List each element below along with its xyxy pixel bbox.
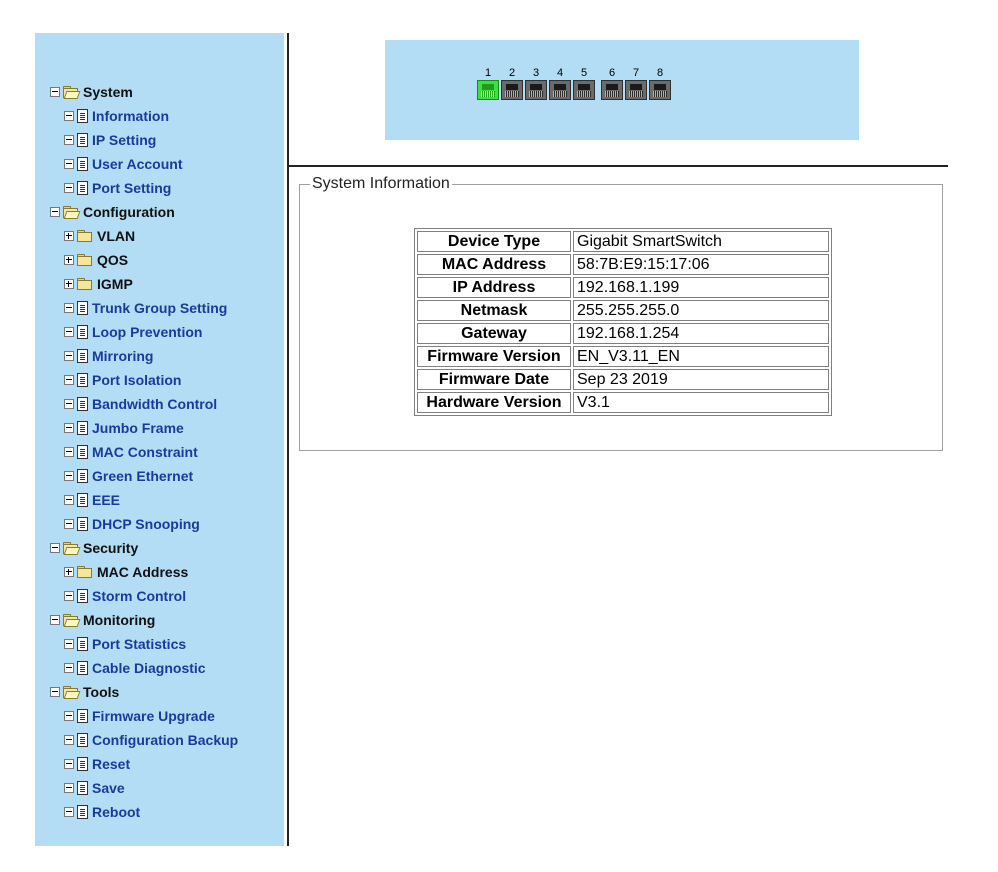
ethernet-port-icon[interactable] xyxy=(525,80,547,100)
info-value: EN_V3.11_EN xyxy=(573,346,829,367)
info-value: 192.168.1.254 xyxy=(573,323,829,344)
sidebar-item-mac-constraint[interactable] xyxy=(64,443,198,463)
port-number-label: 1 xyxy=(484,67,492,79)
document-icon xyxy=(77,493,88,507)
table-row xyxy=(417,231,829,252)
document-icon xyxy=(77,661,88,675)
sidebar-item-configuration-backup[interactable] xyxy=(64,731,238,751)
sidebar-item-mirroring[interactable] xyxy=(64,347,153,367)
ethernet-port-icon[interactable] xyxy=(625,80,647,100)
document-icon xyxy=(77,325,88,339)
sidebar-item-qos[interactable] xyxy=(64,251,128,271)
port-number-label: 8 xyxy=(656,67,664,79)
collapse-minus-icon[interactable] xyxy=(64,135,74,145)
port-number-label: 5 xyxy=(580,67,588,79)
sidebar-item-label[interactable]: Bandwidth Control xyxy=(92,395,218,412)
folder-open-icon xyxy=(63,86,78,97)
sidebar-item-ip-setting[interactable] xyxy=(64,131,156,151)
sidebar-item-label[interactable]: Firmware Upgrade xyxy=(92,707,215,724)
sidebar-item-reset[interactable] xyxy=(64,755,130,775)
sidebar-item-label: Tools xyxy=(83,683,120,700)
sidebar-item-label: System xyxy=(83,83,133,100)
folder-open-icon xyxy=(63,206,78,217)
expand-plus-icon[interactable] xyxy=(64,279,74,289)
info-value: 255.255.255.0 xyxy=(573,300,829,321)
sidebar-item-jumbo-frame[interactable] xyxy=(64,419,184,439)
sidebar-item-label[interactable]: Mirroring xyxy=(92,347,154,364)
sidebar-item-label: MAC Address xyxy=(97,563,189,580)
sidebar-item-reboot[interactable] xyxy=(64,803,140,823)
document-icon xyxy=(77,133,88,147)
collapse-minus-icon[interactable] xyxy=(64,471,74,481)
sidebar-item-label[interactable]: Configuration Backup xyxy=(92,731,239,748)
collapse-minus-icon[interactable] xyxy=(64,807,74,817)
document-icon xyxy=(77,709,88,723)
table-row xyxy=(417,323,829,344)
sidebar-item-label: Monitoring xyxy=(83,611,156,628)
info-value: 192.168.1.199 xyxy=(573,277,829,298)
document-icon xyxy=(77,733,88,747)
collapse-minus-icon[interactable] xyxy=(50,615,60,625)
expand-plus-icon[interactable] xyxy=(64,255,74,265)
collapse-minus-icon[interactable] xyxy=(50,687,60,697)
folder-open-icon xyxy=(63,686,78,697)
sidebar-item-monitoring[interactable] xyxy=(50,611,155,631)
port-number-label: 2 xyxy=(508,67,516,79)
document-icon xyxy=(77,109,88,123)
collapse-minus-icon[interactable] xyxy=(64,351,74,361)
info-value: 58:7B:E9:15:17:06 xyxy=(573,254,829,275)
collapse-minus-icon[interactable] xyxy=(64,783,74,793)
document-icon xyxy=(77,757,88,771)
document-icon xyxy=(77,421,88,435)
table-row xyxy=(417,254,829,275)
document-icon xyxy=(77,397,88,411)
collapse-minus-icon[interactable] xyxy=(50,207,60,217)
sidebar-item-information[interactable] xyxy=(64,107,169,127)
sidebar-item-label[interactable]: Loop Prevention xyxy=(92,323,203,340)
collapse-minus-icon[interactable] xyxy=(64,711,74,721)
sidebar-item-system[interactable] xyxy=(50,83,133,103)
folder-icon xyxy=(77,566,92,577)
table-row xyxy=(417,300,829,321)
sidebar-item-label[interactable]: Trunk Group Setting xyxy=(92,299,228,316)
sidebar-item-vlan[interactable] xyxy=(64,227,135,247)
sidebar-item-cable-diagnostic[interactable] xyxy=(64,659,206,679)
system-information-legend: System Information xyxy=(312,175,450,192)
system-information-table xyxy=(414,228,832,416)
sidebar-item-label[interactable]: Save xyxy=(92,779,125,796)
collapse-minus-icon[interactable] xyxy=(64,159,74,169)
sidebar-item-mac-address[interactable] xyxy=(64,563,188,583)
ethernet-port-icon[interactable] xyxy=(601,80,623,100)
document-icon xyxy=(77,301,88,315)
system-information-fieldset xyxy=(299,175,943,451)
port-number-label: 7 xyxy=(632,67,640,79)
collapse-minus-icon[interactable] xyxy=(64,735,74,745)
info-key: Netmask xyxy=(417,300,571,321)
collapse-minus-icon[interactable] xyxy=(64,519,74,529)
sidebar-item-label[interactable]: Storm Control xyxy=(92,587,187,604)
sidebar-item-label[interactable]: Reboot xyxy=(92,803,141,820)
sidebar-item-eee[interactable] xyxy=(64,491,120,511)
table-row xyxy=(417,392,829,413)
sidebar-item-igmp[interactable] xyxy=(64,275,133,295)
sidebar-item-label[interactable]: Port Isolation xyxy=(92,371,182,388)
ethernet-port-icon[interactable] xyxy=(649,80,671,100)
document-icon xyxy=(77,157,88,171)
ethernet-port-icon[interactable] xyxy=(477,80,499,100)
sidebar-item-label[interactable]: DHCP Snooping xyxy=(92,515,200,532)
folder-icon xyxy=(77,278,92,289)
sidebar-item-firmware-upgrade[interactable] xyxy=(64,707,215,727)
sidebar-item-tools[interactable] xyxy=(50,683,119,703)
sidebar-item-label[interactable]: Information xyxy=(92,107,169,124)
sidebar-item-label[interactable]: MAC Constraint xyxy=(92,443,198,460)
sidebar-item-label: QOS xyxy=(97,251,129,268)
sidebar-item-label[interactable]: Cable Diagnostic xyxy=(92,659,206,676)
info-key: Device Type xyxy=(417,231,571,252)
collapse-minus-icon[interactable] xyxy=(64,375,74,385)
sidebar-nav xyxy=(35,33,284,846)
document-icon xyxy=(77,349,88,363)
expand-plus-icon[interactable] xyxy=(64,567,74,577)
ethernet-port-icon[interactable] xyxy=(573,80,595,100)
sidebar-item-label[interactable]: Reset xyxy=(92,755,131,772)
sidebar-item-dhcp-snooping[interactable] xyxy=(64,515,200,535)
info-value: V3.1 xyxy=(573,392,829,413)
folder-icon xyxy=(77,254,92,265)
frame-divider-horizontal xyxy=(289,165,948,167)
collapse-minus-icon[interactable] xyxy=(64,423,74,433)
sidebar-item-label: VLAN xyxy=(97,227,136,244)
sidebar-item-label: Configuration xyxy=(83,203,175,220)
info-key: Gateway xyxy=(417,323,571,344)
info-key: Hardware Version xyxy=(417,392,571,413)
sidebar-item-green-ethernet[interactable] xyxy=(64,467,193,487)
collapse-minus-icon[interactable] xyxy=(64,639,74,649)
info-value: Sep 23 2019 xyxy=(573,369,829,390)
collapse-minus-icon[interactable] xyxy=(64,111,74,121)
sidebar-item-bandwidth-control[interactable] xyxy=(64,395,217,415)
collapse-minus-icon[interactable] xyxy=(64,447,74,457)
frame-divider-vertical xyxy=(287,33,289,846)
document-icon xyxy=(77,445,88,459)
sidebar-item-configuration[interactable] xyxy=(50,203,175,223)
document-icon xyxy=(77,469,88,483)
collapse-minus-icon[interactable] xyxy=(64,183,74,193)
document-icon xyxy=(77,637,88,651)
info-key: MAC Address xyxy=(417,254,571,275)
nav-tree xyxy=(35,33,284,846)
sidebar-item-label[interactable]: Port Statistics xyxy=(92,635,187,652)
sidebar-item-port-statistics[interactable] xyxy=(64,635,186,655)
sidebar-item-port-setting[interactable] xyxy=(64,179,171,199)
document-icon xyxy=(77,805,88,819)
table-row xyxy=(417,277,829,298)
folder-open-icon xyxy=(63,542,78,553)
info-value: Gigabit SmartSwitch xyxy=(573,231,829,252)
document-icon xyxy=(77,373,88,387)
ethernet-port-icon[interactable] xyxy=(549,80,571,100)
table-row xyxy=(417,346,829,367)
sidebar-item-loop-prevention[interactable] xyxy=(64,323,202,343)
sidebar-item-label[interactable]: IP Setting xyxy=(92,131,157,148)
sidebar-item-save[interactable] xyxy=(64,779,125,799)
collapse-minus-icon[interactable] xyxy=(50,543,60,553)
sidebar-item-label[interactable]: Green Ethernet xyxy=(92,467,194,484)
expand-plus-icon[interactable] xyxy=(64,231,74,241)
collapse-minus-icon[interactable] xyxy=(64,327,74,337)
port-status-panel xyxy=(385,40,859,140)
sidebar-item-trunk-group-setting[interactable] xyxy=(64,299,227,319)
sidebar-item-label[interactable]: Port Setting xyxy=(92,179,172,196)
document-icon xyxy=(77,781,88,795)
info-key: Firmware Version xyxy=(417,346,571,367)
ethernet-port-icon[interactable] xyxy=(501,80,523,100)
document-icon xyxy=(77,517,88,531)
port-number-label: 4 xyxy=(556,67,564,79)
sidebar-item-storm-control[interactable] xyxy=(64,587,186,607)
info-key: IP Address xyxy=(417,277,571,298)
table-row xyxy=(417,369,829,390)
collapse-minus-icon[interactable] xyxy=(50,87,60,97)
collapse-minus-icon[interactable] xyxy=(64,663,74,673)
sidebar-item-label[interactable]: EEE xyxy=(92,491,121,508)
sidebar-item-label[interactable]: Jumbo Frame xyxy=(92,419,184,436)
document-icon xyxy=(77,181,88,195)
sidebar-item-security[interactable] xyxy=(50,539,138,559)
collapse-minus-icon[interactable] xyxy=(64,399,74,409)
sidebar-item-label[interactable]: User Account xyxy=(92,155,183,172)
sidebar-item-port-isolation[interactable] xyxy=(64,371,181,391)
folder-icon xyxy=(77,230,92,241)
collapse-minus-icon[interactable] xyxy=(64,591,74,601)
collapse-minus-icon[interactable] xyxy=(64,495,74,505)
sidebar-item-label: IGMP xyxy=(97,275,133,292)
collapse-minus-icon[interactable] xyxy=(64,759,74,769)
port-number-label: 3 xyxy=(532,67,540,79)
port-number-label: 6 xyxy=(608,67,616,79)
sidebar-item-user-account[interactable] xyxy=(64,155,183,175)
collapse-minus-icon[interactable] xyxy=(64,303,74,313)
folder-open-icon xyxy=(63,614,78,625)
document-icon xyxy=(77,589,88,603)
sidebar-item-label: Security xyxy=(83,539,139,556)
info-key: Firmware Date xyxy=(417,369,571,390)
